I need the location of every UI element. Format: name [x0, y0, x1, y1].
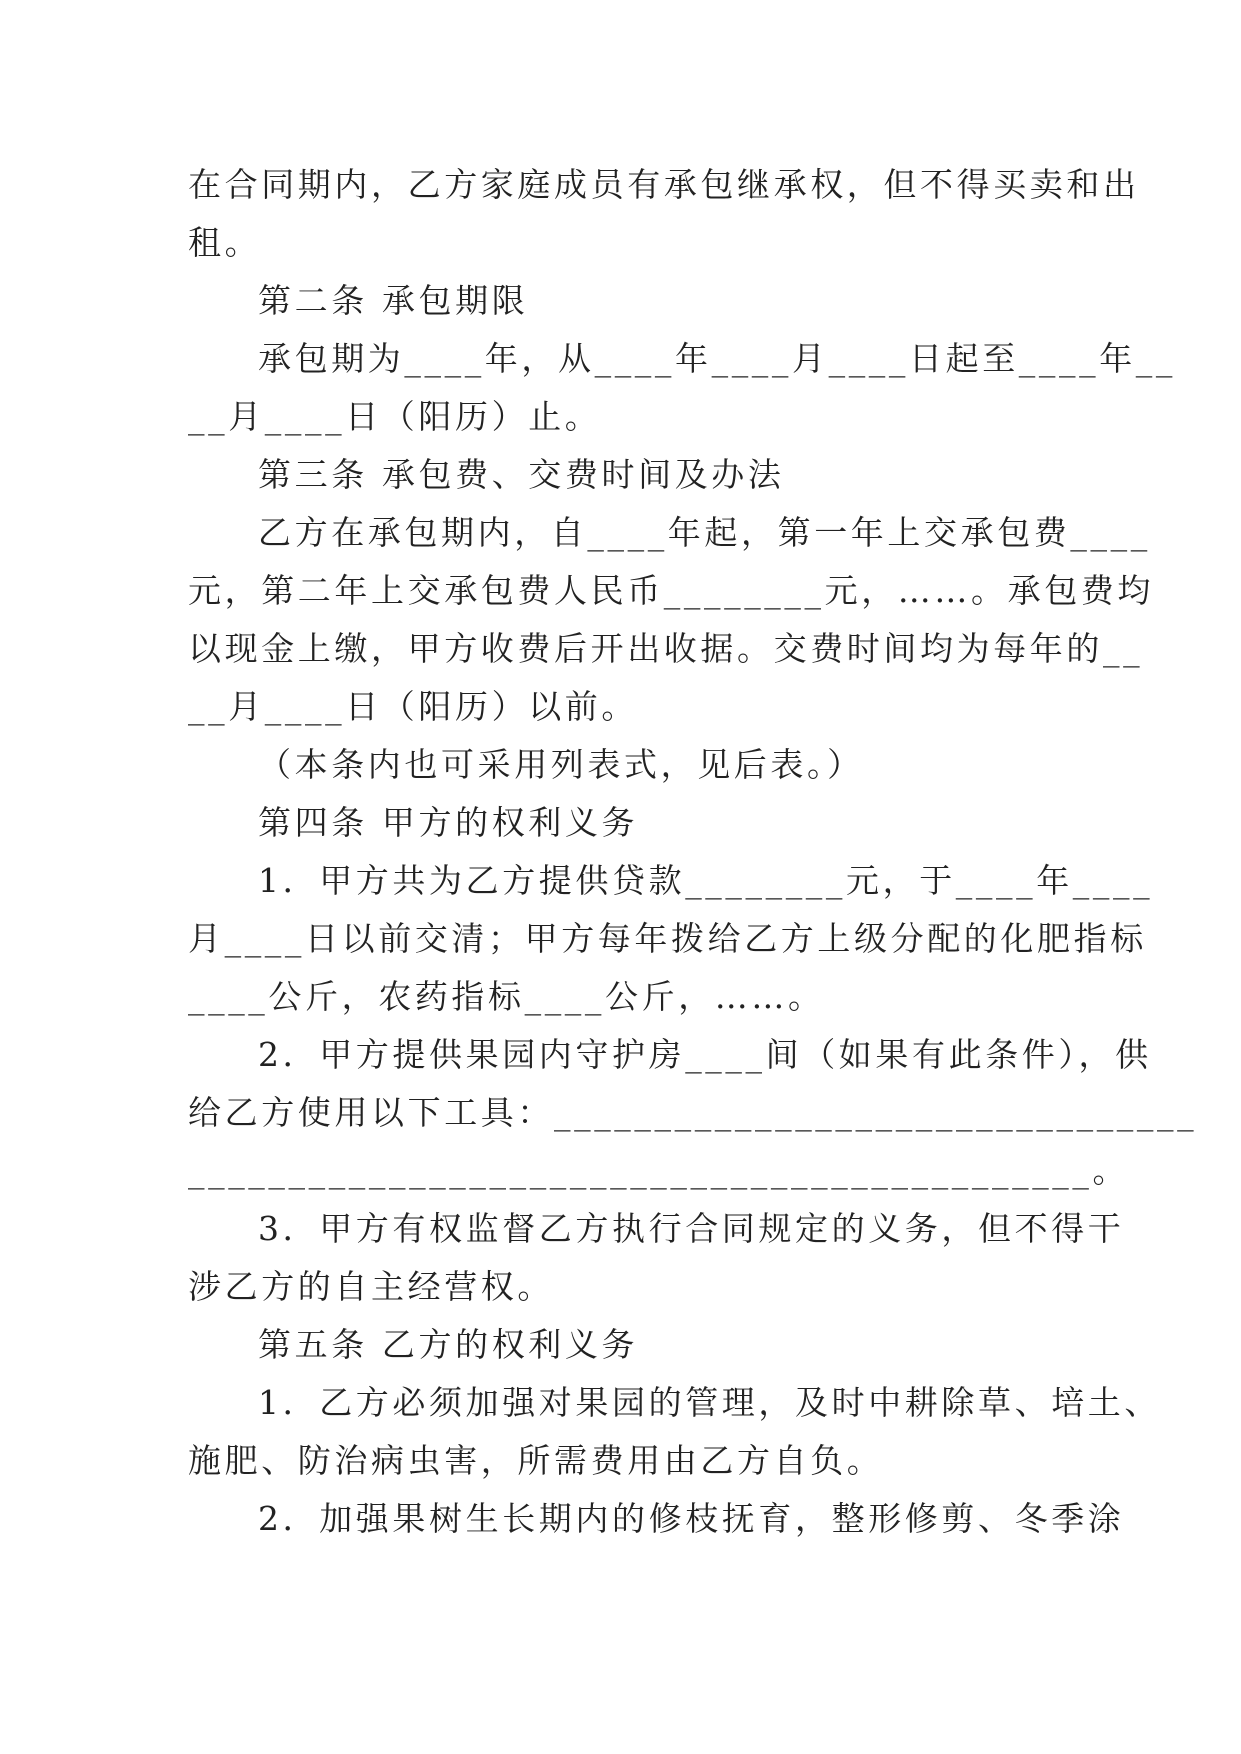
- section-heading-2: 第二条 承包期限: [258, 281, 529, 320]
- paragraph-line: 在合同期内，乙方家庭成员有承包继承权，但不得买卖和出: [188, 165, 1140, 204]
- paragraph-line: 涉乙方的自主经营权。: [188, 1267, 554, 1306]
- paragraph-line: 2．甲方提供果园内守护房____间（如果有此条件），供: [258, 1035, 1152, 1074]
- paragraph-line: __月____日（阳历）止。: [188, 397, 602, 436]
- paragraph-line: 1．乙方必须加强对果园的管理，及时中耕除草、培土、: [258, 1383, 1161, 1422]
- paragraph-line: __月____日（阳历）以前。: [188, 687, 638, 726]
- section-heading-5: 第五条 乙方的权利义务: [258, 1325, 639, 1364]
- paragraph-line: 3．甲方有权监督乙方执行合同规定的义务，但不得干: [258, 1209, 1125, 1248]
- paragraph-line: 1．甲方共为乙方提供贷款________元，于____年____: [258, 861, 1154, 900]
- paragraph-line: 施肥、防治病虫害，所需费用由乙方自负。: [188, 1441, 884, 1480]
- paragraph-line: 给乙方使用以下工具：________________________________: [188, 1093, 1198, 1132]
- section-heading-4: 第四条 甲方的权利义务: [258, 803, 639, 842]
- paragraph-line: 2．加强果树生长期内的修枝抚育，整形修剪、冬季涂: [258, 1499, 1125, 1538]
- note-line: （本条内也可采用列表式，见后表。）: [258, 745, 864, 784]
- paragraph-line: 以现金上缴，甲方收费后开出收据。交费时间均为每年的__: [188, 629, 1144, 668]
- paragraph-line: 租。: [188, 223, 262, 262]
- paragraph-line: 元，第二年上交承包费人民币________元，……。承包费均: [188, 571, 1154, 610]
- paragraph-line: 月____日以前交清；甲方每年拨给乙方上级分配的化肥指标: [188, 919, 1147, 958]
- paragraph-line: 乙方在承包期内，自____年起，第一年上交承包费____: [258, 513, 1151, 552]
- section-heading-3: 第三条 承包费、交费时间及办法: [258, 455, 785, 494]
- paragraph-line: ____公斤，农药指标____公斤，……。: [188, 977, 825, 1016]
- paragraph-line: _____________________________________________。: [188, 1151, 1130, 1190]
- paragraph-line: 承包期为____年，从____年____月____日起至____年__: [258, 339, 1176, 378]
